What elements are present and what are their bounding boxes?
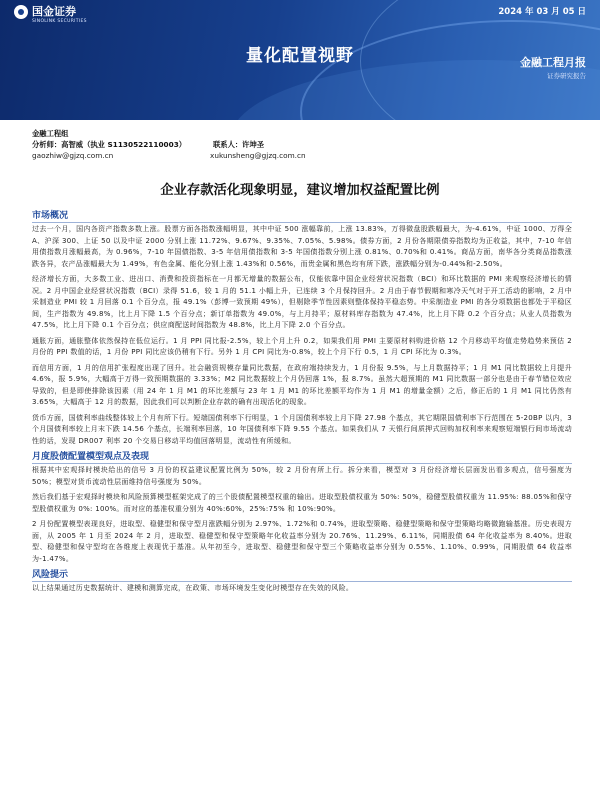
logo-mark-icon <box>14 5 28 19</box>
model-performance-paragraph: 2 月份配置模型表现良好，进取型、稳健型和保守型月涨跌幅分别为 2.97%、1.72%和 0.74%，进取型策略、稳健型策略和保守型策略均略微跑输基准。历史表现方面，从 2005 年 1 月至 2024 年 2 月，进取型、稳健型和保守型策略年化收益率分别为 20.76%、11.29%、6.11%，同期股债 64 年化收益率为 8.40%。进取型、稳健型和保守型均在各维度上表现优于基准。从年初至今，进取型、稳健型和保守型三个策略收益率分别为 0.55%、1.10%、0.99%，同期股债 64 收益率为-1.47%。 <box>32 520 572 563</box>
risk-paragraph: 以上结果通过历史数据统计、建模和测算完成，在政策、市场环境发生变化时模型存在失效的风险。 <box>32 584 354 592</box>
monetary-paragraph: 货币方面，国债利率曲线整体较上个月有所下行。短端国债利率下行明显，1 个月国债利率较上月下降 27.98 个基点，其它期限国债利率下行范围在 5-20BP 以内，3 个月国债利率较上月末下跌 14.56 个基点，长端利率回落，10 年国债利率下降 9.55 个基点。如果我们从 7 天银行间质押式回购加权利率来观察短端银行间市场流动性的话，发现 DR007 利率 20 个交易日移动平均值回落明显，流动性有所缓和。 <box>32 413 572 445</box>
analyst-name: 分析师：高智威（执业 S1130522110003） <box>32 140 187 149</box>
section-heading-model: 月度股债配置模型观点及表现 <box>32 451 572 464</box>
contact-email[interactable]: xukunsheng@gjzq.com.cn <box>210 151 306 160</box>
report-date: 2024 年 03 月 05 日 <box>498 7 586 17</box>
report-header <box>0 0 600 120</box>
growth-paragraph: 经济增长方面，大多数工业、进出口、消费和投资指标在一月都无增量的数据公布，仅能依靠中国企业经营状况指数（BCI）和环比数据的 PMI 来观察经济增长的情况。2 月中国企业经营状况指数（BCI）录得 51.6，较 1 月的 51.1 小幅上升，已连续 3 个月保持回升。2 月由于春节假期和寒冷天气对于开工活动的影响，2 月中采制造业 PMI 较 1 月回落 0.1 个百分点，报 49.1%（彭博一致预期 49%），但剔除季节性因素则整体保持平稳态势。中采制造业 PMI 的各分项数据也都处于平稳区间，生产指数为 49.8%，比上月下降 1.5 个百分点；新订单指数为 49.0%，与上月持平；原材料库存指数为 47.4%，比上月下降 0.2 个百分点；从业人员指数为 47.5%，比上月下降 0.1 个百分点；供应商配送时间指数为 48.8%，比上月下降 2.0 个百分点。 <box>32 275 572 329</box>
company-logo <box>14 3 87 24</box>
report-body <box>32 210 572 599</box>
market-paragraph: 过去一个月，国内各资产指数多数上涨。股票方面各指数涨幅明显，其中中证 500 涨幅靠前，上涨 13.83%，万得微盘股跌幅最大，为-4.61%，中证 1000、万得全 A、沪深 300、上证 50 以及中证 2000 分别上涨 11.72%、9.67%、9.35%、7.05%、5.98%。债券方面，2 月份各期限债券指数均为正收益，其中，7-10 年信用债指数月涨幅最高，为 0.96%，7-10 年国债指数、3-5 年信用债指数和 3-5 年国债指数分别上涨 0.81%、0.70%和 0.41%。商品方面，南华各分类商品指数涨跌各异，农产品涨幅最大为 1.49%，有色金属、能化分别上涨 1.43%和 0.56%，而贵金属和黑色均有所下跌，涨跌幅分别为-0.44%和-2.50%。 <box>32 225 572 268</box>
section-heading-risk: 风险提示 <box>32 569 572 582</box>
logo-name: 国金证券 <box>32 4 76 18</box>
report-category: 证券研究报告 <box>547 72 586 80</box>
logo-subtitle: SINOLINK SECURITIES <box>32 18 87 24</box>
section-heading-market: 市场概况 <box>32 210 572 223</box>
author-block <box>32 128 306 161</box>
report-type: 金融工程月报 <box>520 56 586 69</box>
model-signal-paragraph: 根据其中宏观择时模块给出的信号 3 月份的权益建议配置比例为 50%，较 2 月份有所上行。拆分来看，模型对 3 月份经济增长层面发出看多观点，信号强度为 50%；模型对货币流动性层面维持信号强度为 50%。 <box>32 466 572 486</box>
report-series-title: 量化配置视野 <box>246 46 354 66</box>
page-title: 企业存款活化现象明显，建议增加权益配置比例 <box>160 183 440 198</box>
inflation-paragraph: 通胀方面，通胀整体依然保持在低位运行。1 月 PPI 同比报-2.5%，较上个月上升 0.2，如果我们用 PMI 主要原材料购进价格 12 个月移动平均值走势趋势来预估 2 月份的 PPI 数值的话，1 月份 PPI 同比应该仍稍有下行。另外 1 月 CPI 同比为-0.8%，较上个月下行 0.5，1 月 CPI 环比为 0.3%。 <box>32 336 572 356</box>
model-weights-paragraph: 然后我们基于宏观择时模块和风险预算模型框架完成了的三个股债配置模型权重的输出。进取型股债权重为 50%: 50%，稳健型股债权重为 11.95%: 88.05%和保守型股债权重为 0%: 100%。而对应的基准权重分别为 40%:60%，25%:75% 和 10%:90%。 <box>32 493 572 513</box>
credit-paragraph: 而信用方面，1 月的信用扩张程度出现了回升。社会融资规模存量同比数据，在政府端持续发力，1 月份报 9.5%，与上月数据持平；1 月 M1 同比数据较上月提升 4.6%，报 5.9%，大幅高于万得一致预期数据的 3.33%；M2 同比数据较上个月仍回落 1%，报 8.7%。虽然大超预期的 M1 同比数据一部分也是由于春节错位效应导致的，但是即使排除该因素（用 24 年 1 月 M1 的环比差额与 23 年 1 月 M1 的环比差额平均作为 1 月 M1 的增量金额）之后，修正后的 1 月 M1 同比仍然有 3.65%，大幅高于 12 月的数据，因此我们可以判断企业存款的确有出现活化的现象。 <box>32 363 572 406</box>
contact-name: 联系人：许坤圣 <box>213 140 265 149</box>
analyst-email[interactable]: gaozhiw@gjzq.com.cn <box>32 151 114 160</box>
research-group: 金融工程组 <box>32 129 69 138</box>
